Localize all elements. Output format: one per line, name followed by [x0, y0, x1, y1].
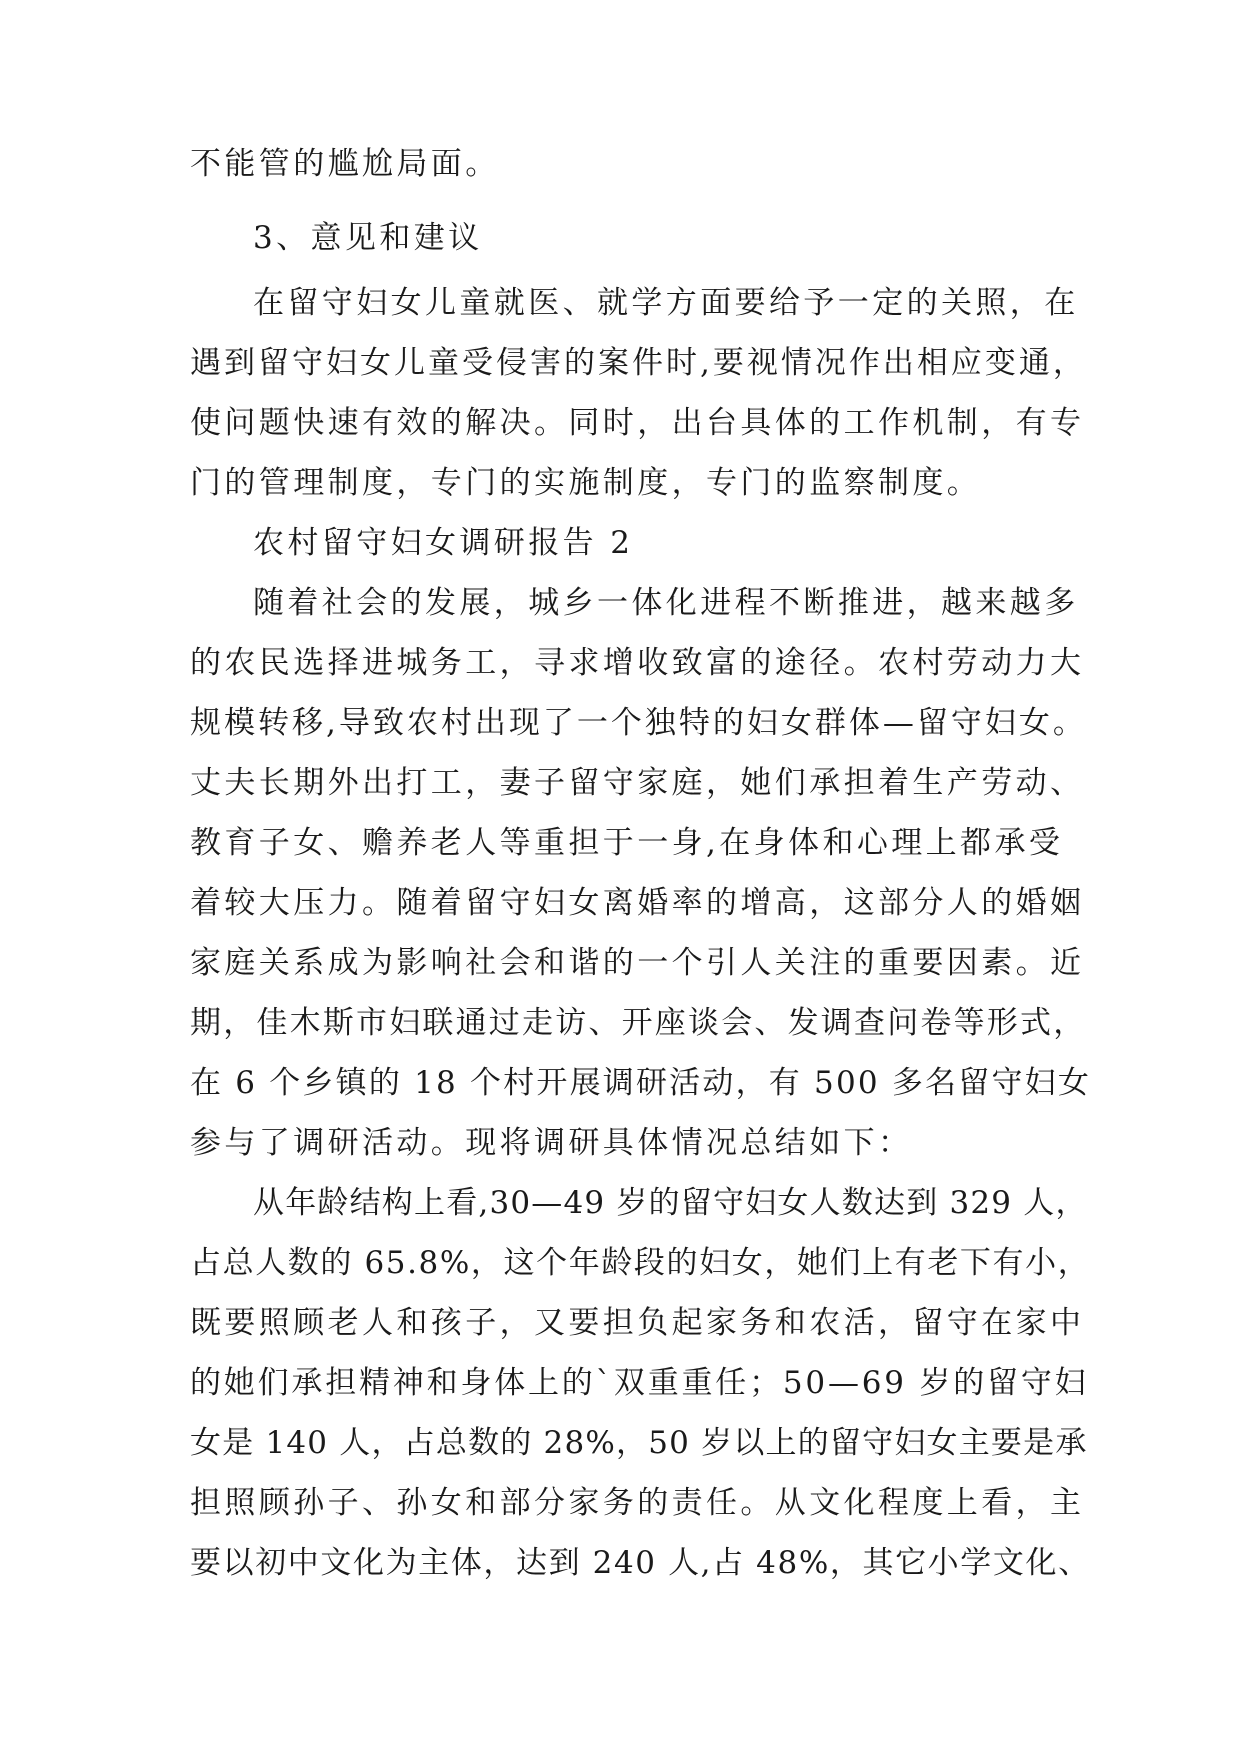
text-line: 门的管理制度，专门的实施制度，专门的监察制度。	[190, 465, 982, 501]
text-line: 家庭关系成为影响社会和谐的一个引人关注的重要因素。近	[190, 945, 1085, 981]
text-line: 的她们承担精神和身体上的`双重重任；50—69 岁的留守妇	[190, 1365, 1089, 1401]
text-line: 在 6 个乡镇的 18 个村开展调研活动，有 500 多名留守妇女	[190, 1065, 1092, 1101]
text-line: 规模转移,导致农村出现了一个独特的妇女群体—留守妇女。	[190, 705, 1087, 741]
text-line: 女是 140 人，占总数的 28%，50 岁以上的留守妇女主要是承	[190, 1425, 1088, 1461]
text-line: 丈夫长期外出打工，妻子留守家庭，她们承担着生产劳动、	[190, 765, 1085, 801]
text-line: 随着社会的发展，城乡一体化进程不断推进，越来越多	[253, 585, 1079, 621]
text-line: 使问题快速有效的解决。同时，出台具体的工作机制，有专	[190, 405, 1085, 441]
text-line: 不能管的尴尬局面。	[190, 146, 500, 182]
text-line: 在留守妇女儿童就医、就学方面要给予一定的关照，在	[253, 285, 1079, 321]
text-line: 着较大压力。随着留守妇女离婚率的增高，这部分人的婚姻	[190, 885, 1085, 921]
text-line: 期，佳木斯市妇联通过走访、开座谈会、发调查问卷等形式，	[190, 1005, 1087, 1041]
text-line: 遇到留守妇女儿童受侵害的案件时,要视情况作出相应变通，	[190, 345, 1087, 381]
text-line: 担照顾孙子、孙女和部分家务的责任。从文化程度上看，主	[190, 1485, 1085, 1521]
text-line: 占总人数的 65.8%，这个年龄段的妇女，她们上有老下有小，	[190, 1245, 1091, 1281]
text-line: 从年龄结构上看,30—49 岁的留守妇女人数达到 329 人，	[253, 1185, 1088, 1221]
report-title: 农村留守妇女调研报告 2	[253, 525, 634, 561]
text-line: 要以初中文化为主体，达到 240 人,占 48%，其它小学文化、	[190, 1545, 1091, 1581]
section-heading: 3、意见和建议	[253, 220, 483, 256]
text-line: 参与了调研活动。现将调研具体情况总结如下：	[190, 1125, 913, 1161]
text-line: 的农民选择进城务工，寻求增收致富的途径。农村劳动力大	[190, 645, 1085, 681]
text-line: 既要照顾老人和孩子，又要担负起家务和农活，留守在家中	[190, 1305, 1085, 1341]
text-line: 教育子女、赡养老人等重担于一身,在身体和心理上都承受	[190, 825, 1064, 861]
